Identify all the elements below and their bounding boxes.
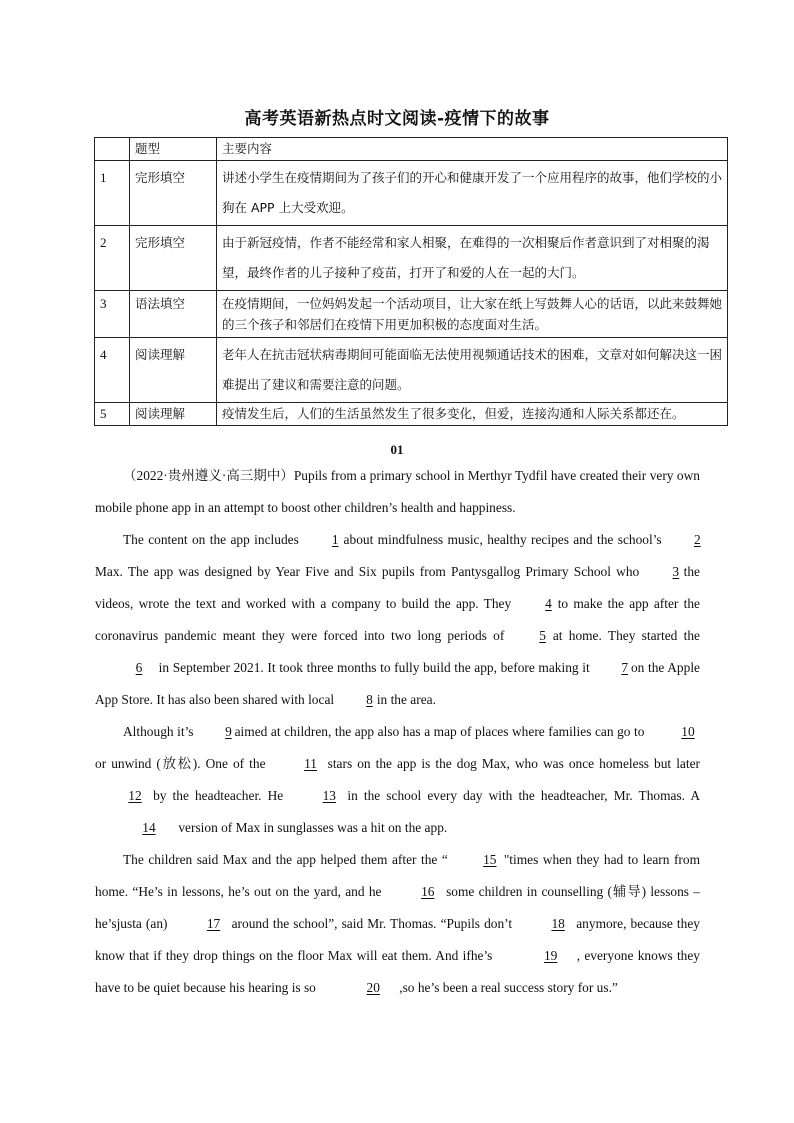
- row-content: 由于新冠疫情，作者不能经常和家人相聚，在难得的一次相聚后作者意识到了对相聚的渴望，最终作者的儿子接种了疫苗，打开了和爱的人在一起的大门。: [217, 226, 728, 291]
- paragraph-text: to make the app after the coronavirus pandemic meant they were forced into two long periods of: [95, 596, 701, 643]
- blank-14[interactable]: 14: [142, 820, 156, 835]
- row-num: 4: [95, 338, 130, 403]
- header-num: [95, 138, 130, 161]
- paragraph-text: or unwind (放松). One of the: [95, 756, 271, 771]
- paragraph-text: Max. The app was designed by Year Five and Six pupils from Pantysgallog Primary School who: [95, 564, 645, 579]
- paragraph-text: by the headteacher. He: [147, 788, 290, 803]
- row-num: 3: [95, 291, 130, 338]
- paragraph-text: （2022·贵州遵义·高三期中）Pupils from a primary school in Merthyr Tydfil have created their very own mobile phone app in an attempt to boost other children’s health and happiness.: [95, 468, 700, 515]
- blank-4[interactable]: 4: [545, 596, 552, 611]
- blank-16[interactable]: 16: [421, 884, 435, 899]
- blank-18[interactable]: 18: [551, 916, 565, 931]
- article-body: [95, 460, 700, 1004]
- blank-9[interactable]: 9: [225, 724, 232, 739]
- blank-2[interactable]: 2: [694, 532, 701, 547]
- summary-table: [94, 137, 728, 426]
- paragraph-text: Although it’s: [123, 724, 198, 739]
- paragraph-text: in the area.: [373, 692, 436, 707]
- page-title: 高考英语新热点时文阅读-疫情下的故事: [244, 109, 550, 129]
- table-row: [95, 291, 728, 338]
- paragraph-text: at home. They started the: [546, 628, 700, 643]
- paragraph-text: aimed at children, the app also has a map of places where families can go to: [231, 724, 648, 739]
- blank-8[interactable]: 8: [366, 692, 373, 707]
- row-type: 完形填空: [130, 226, 217, 291]
- paragraph-text: in the school every day with the headteacher, Mr. Thomas. A: [341, 788, 701, 803]
- row-content: 疫情发生后，人们的生活虽然发生了很多变化，但爱，连接沟通和人际关系都还在。: [217, 403, 728, 426]
- section-number: 01: [390, 442, 404, 457]
- row-num: 2: [95, 226, 130, 291]
- paragraph-text: in September 2021. It took three months to fully build the app, before making it: [155, 660, 594, 675]
- paragraph-2: [95, 524, 700, 716]
- paragraph-text: , everyone knows they have to be quiet because his hearing is so: [95, 948, 701, 995]
- blank-10[interactable]: 10: [681, 724, 695, 739]
- table-row: [95, 226, 728, 291]
- paragraph-text: The children said Max and the app helped them after the “: [123, 852, 448, 867]
- table-header-row: [95, 138, 728, 161]
- row-content: 在疫情期间，一位妈妈发起一个活动项目，让大家在纸上写鼓舞人心的话语，以此来鼓舞她的三个孩子和邻居们在疫情下用更加积极的态度面对生活。: [217, 291, 728, 338]
- paragraph-text: The content on the app includes: [123, 532, 304, 547]
- table-row: [95, 161, 728, 226]
- blank-6[interactable]: 6: [135, 660, 143, 675]
- row-type: 阅读理解: [130, 338, 217, 403]
- paragraph-text: stars on the app is the dog Max, who was once homeless but later: [322, 756, 700, 771]
- row-type: 语法填空: [130, 291, 217, 338]
- header-content: 主要内容: [217, 138, 728, 161]
- blank-15[interactable]: 15: [483, 852, 497, 867]
- blank-19[interactable]: 19: [543, 948, 558, 963]
- row-content: 老年人在抗击冠状病毒期间可能面临无法使用视频通话技术的困难，文章对如何解决这一困难提出了建议和需要注意的问题。: [217, 338, 728, 403]
- row-content: 讲述小学生在疫情期间为了孩子们的开心和健康开发了一个应用程序的故事，他们学校的小狗在 APP 上大受欢迎。: [217, 161, 728, 226]
- blank-3[interactable]: 3: [672, 564, 680, 579]
- paragraph-text: version of Max in sunglasses was a hit on the app.: [175, 820, 448, 835]
- header-type: 题型: [130, 138, 217, 161]
- blank-1[interactable]: 1: [331, 532, 339, 547]
- row-num: 1: [95, 161, 130, 226]
- paragraph-text: "times when they had to learn from home. “He’s in lessons, he’s out on the yard, and he: [95, 852, 700, 899]
- paragraph-1: [95, 460, 700, 524]
- row-type: 完形填空: [130, 161, 217, 226]
- row-type: 阅读理解: [130, 403, 217, 426]
- blank-5[interactable]: 5: [539, 628, 546, 643]
- blank-11[interactable]: 11: [304, 756, 318, 771]
- paragraph-text: on the Apple App Store. It has also been shared with local: [95, 660, 700, 707]
- paragraph-4: [95, 844, 700, 1004]
- paragraph-3: [95, 716, 700, 844]
- blank-7[interactable]: 7: [621, 660, 629, 675]
- row-num: 5: [95, 403, 130, 426]
- paragraph-text: anymore, because they know that if they drop things on the floor Max will eat them. And ifhe’s: [95, 916, 700, 963]
- blank-13[interactable]: 13: [322, 788, 336, 803]
- paragraph-text: about mindfulness music, healthy recipes and the school’s: [339, 532, 667, 547]
- paragraph-text: around the school”, said Mr. Thomas. “Pupils don’t: [227, 916, 517, 931]
- paragraph-text: some children in counselling (辅导) lessons – he’sjusta (an): [95, 884, 701, 931]
- paragraph-text: ,so he’s been a real success story for us.”: [399, 980, 618, 995]
- blank-12[interactable]: 12: [128, 788, 142, 803]
- paragraph-text: the videos, wrote the text and worked with a company to build the app. They: [95, 564, 700, 611]
- blank-17[interactable]: 17: [206, 916, 221, 931]
- blank-20[interactable]: 20: [366, 980, 380, 995]
- table-row: [95, 338, 728, 403]
- table-row: [95, 403, 728, 426]
